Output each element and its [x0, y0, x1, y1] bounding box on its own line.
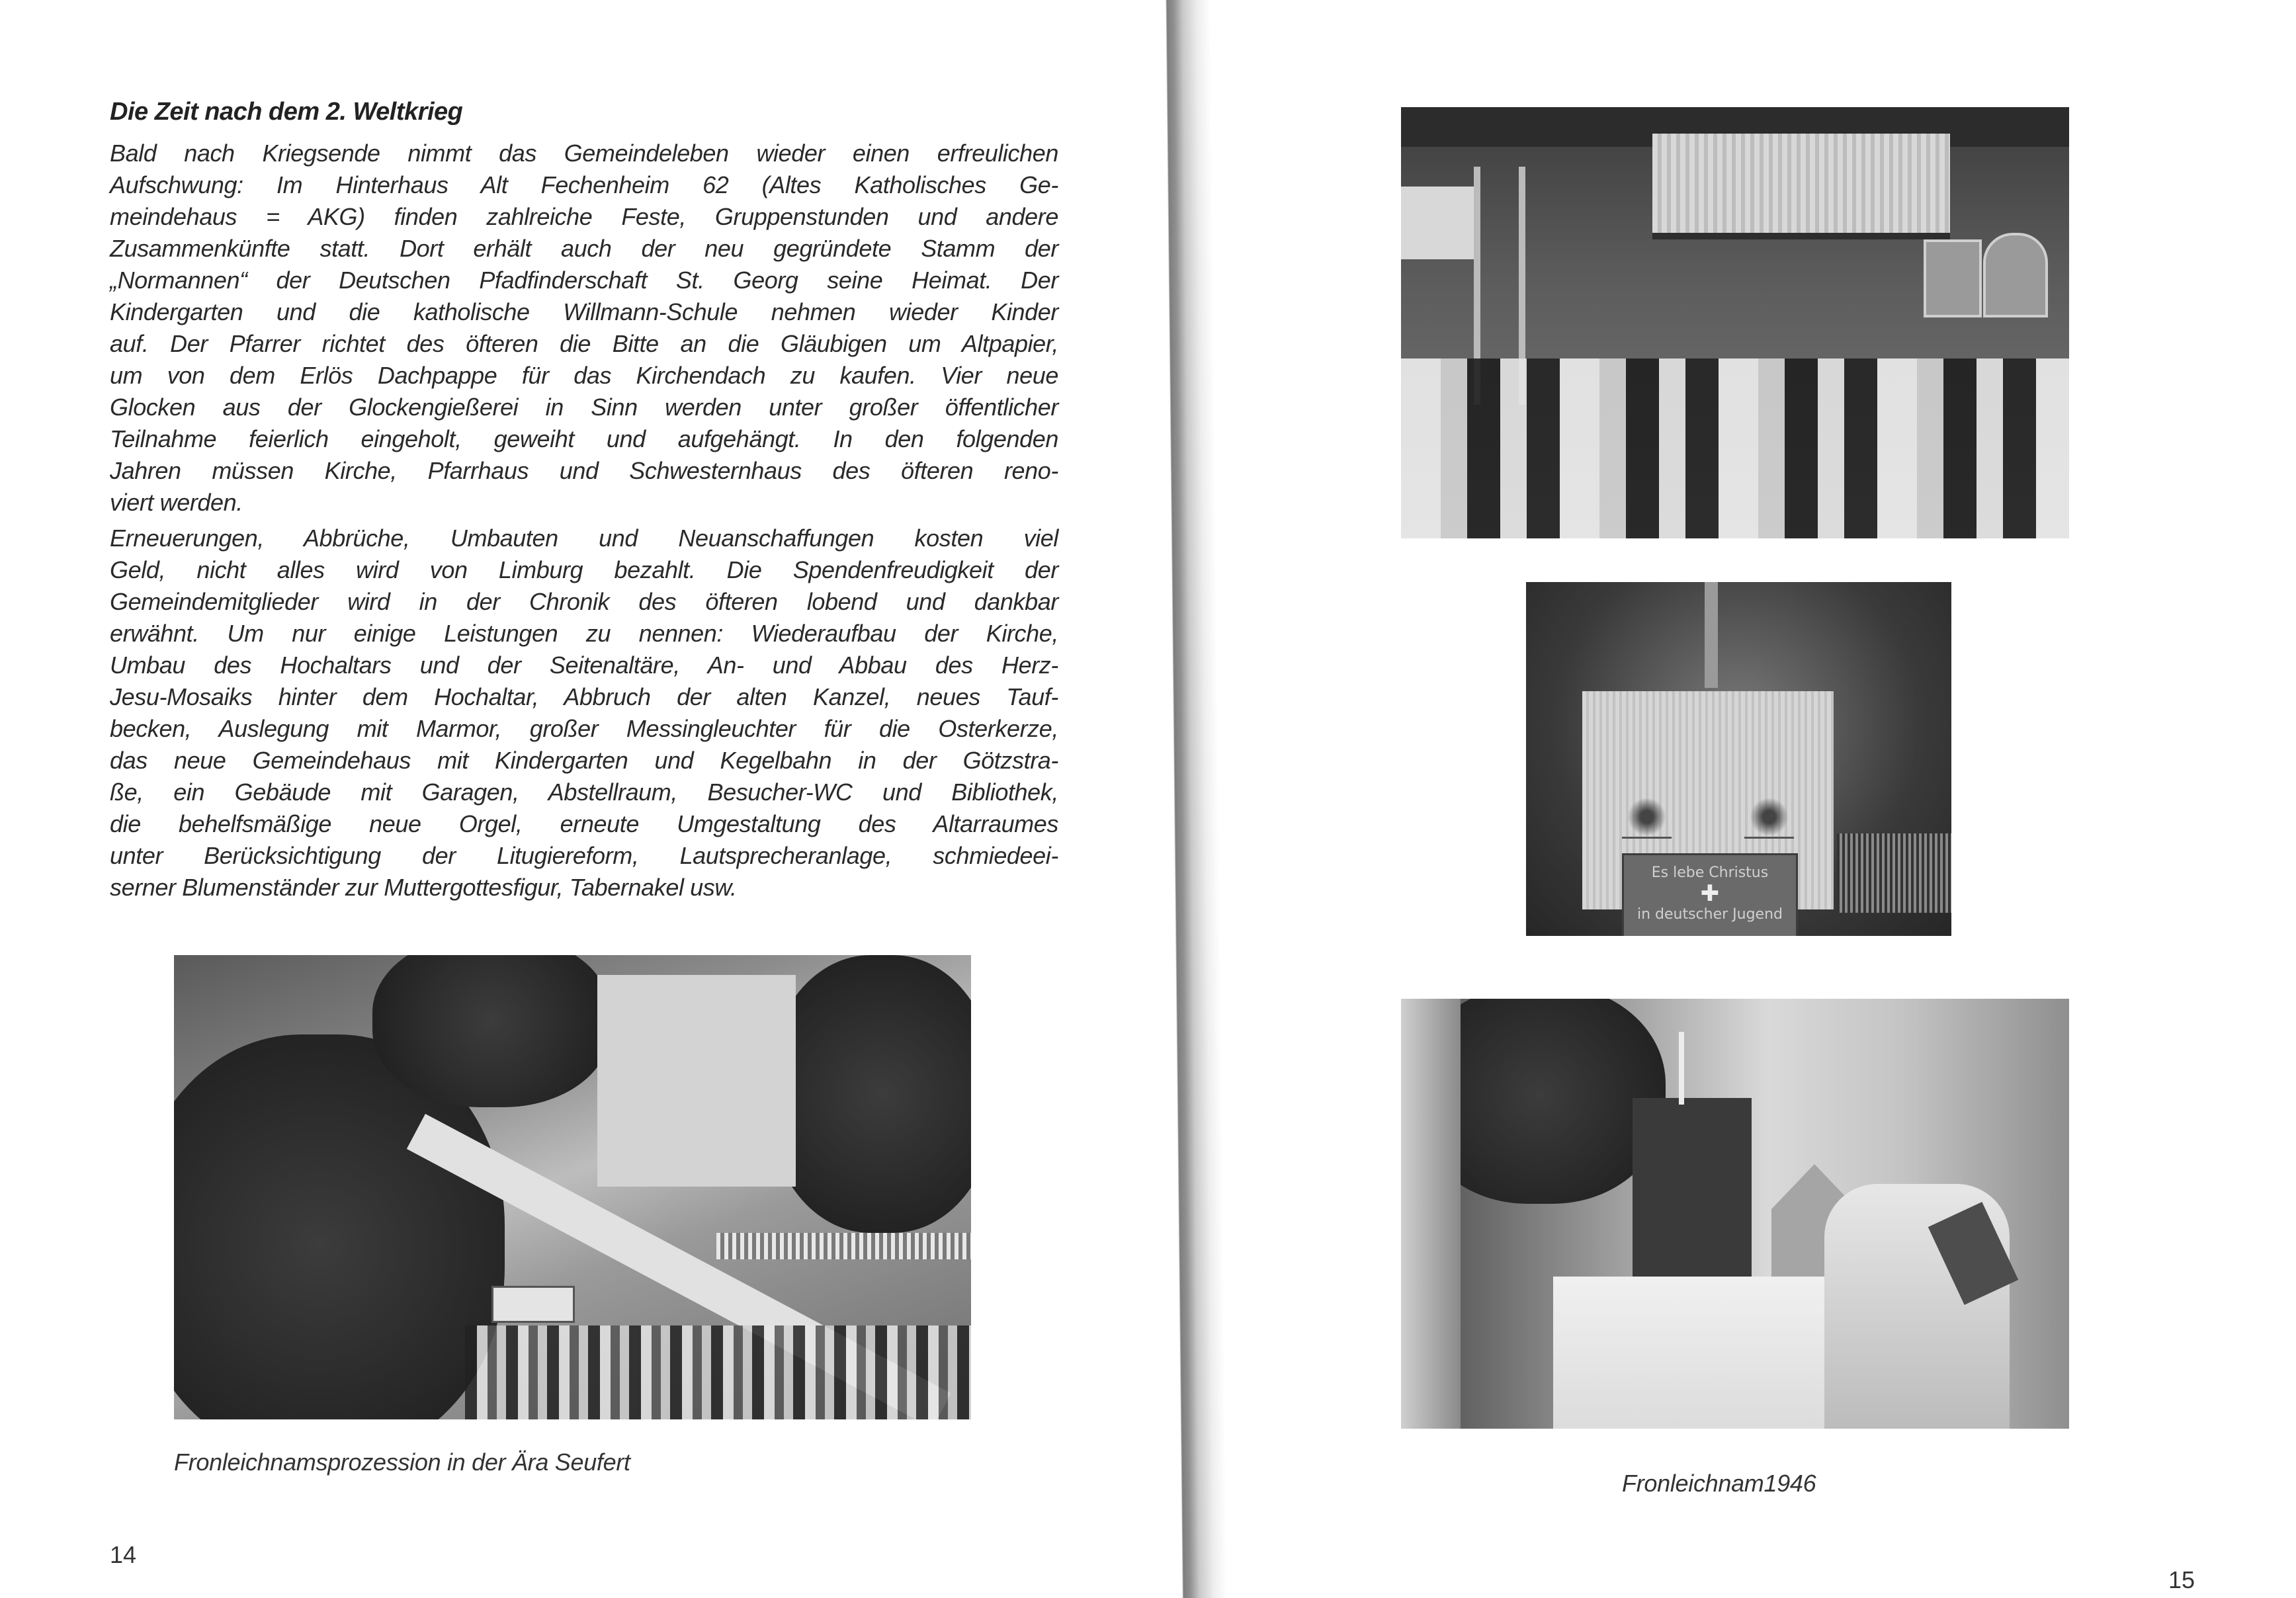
text-line: Umbau des Hochaltars und der Seitenaltäre, An- und Abbau des Herz-	[110, 652, 1058, 679]
page-number-right: 15	[2168, 1566, 2195, 1593]
cross-icon: ✚	[1700, 880, 1720, 907]
procession-crowd	[465, 1325, 971, 1419]
procession-participants	[1401, 358, 2069, 538]
tabernacle-shrine	[1633, 1098, 1752, 1296]
text-line: Kindergarten und die katholische Willmann-Schule nehmen wieder Kinder	[110, 298, 1058, 325]
text-line: Erneuerungen, Abbrüche, Umbauten und Neuanschaffungen kosten viel	[110, 525, 1058, 552]
photo-caption-left: Fronleichnamsprozession in der Ära Seufert	[174, 1449, 630, 1476]
candlesticks-left	[1622, 797, 1672, 839]
arched-window	[1983, 233, 2048, 317]
altar-sign-line1: Es lebe Christus	[1651, 864, 1769, 881]
text-line: Geld, nicht alles wird von Limburg bezahlt. Die Spendenfreudigkeit der	[110, 556, 1058, 583]
text-line: meindehaus = AKG) finden zahlreiche Feste, Gruppenstunden und andere	[110, 203, 1058, 230]
fence	[1837, 833, 1951, 913]
text-line: viert werden.	[110, 489, 243, 516]
tree-foliage	[372, 955, 611, 1107]
text-line: Glocken aus der Glockengießerei in Sinn werden unter großer öffentlicher	[110, 394, 1058, 421]
window-curtain	[1401, 187, 1474, 259]
paragraph-2	[110, 523, 1058, 904]
text-line: um von dem Erlös Dachpappe für das Kirchendach zu kaufen. Vier neue	[110, 362, 1058, 389]
text-line: becken, Auslegung mit Marmor, großer Messingleuchter für die Osterkerze,	[110, 715, 1058, 742]
text-line: unter Berücksichtigung der Litugiereform, Lautsprecheranlage, schmiedeei-	[110, 842, 1058, 869]
text-line: die behelfsmäßige neue Orgel, erneute Umgestaltung des Altarraumes	[110, 810, 1058, 837]
paragraph-1	[110, 138, 1058, 519]
garden-fence	[716, 1233, 971, 1259]
altar-table	[1553, 1277, 1824, 1429]
text-line: Aufschwung: Im Hinterhaus Alt Fechenheim 62 (Altes Katholisches Ge-	[110, 171, 1058, 198]
cross-icon	[1679, 1032, 1684, 1105]
text-line: „Normannen“ der Deutschen Pfadfinderschaft St. Georg seine Heimat. Der	[110, 267, 1058, 294]
procession-canopy	[491, 1286, 575, 1323]
procession-street-photo	[174, 955, 971, 1419]
photo-caption-right: Fronleichnam1946	[1622, 1470, 1816, 1497]
text-line: Gemeindemitglieder wird in der Chronik des öfteren lobend und dankbar	[110, 588, 1058, 615]
foreground-figure	[1401, 999, 1461, 1429]
outdoor-mass-photo	[1401, 999, 2069, 1429]
text-line: das neue Gemeindehaus mit Kindergarten und Kegelbahn in der Götzstra-	[110, 747, 1058, 774]
text-line: Teilnahme feierlich eingeholt, geweiht und aufgehängt. In den folgenden	[110, 425, 1058, 452]
building-window	[1924, 239, 1982, 317]
canopy-procession-photo	[1401, 107, 2069, 538]
tree-foliage	[769, 955, 971, 1233]
text-line: Bald nach Kriegsende nimmt das Gemeindeleben wieder einen erfreulichen	[110, 140, 1058, 167]
candlesticks-right	[1744, 797, 1794, 839]
text-line: Jahren müssen Kirche, Pfarrhaus und Schwesternhaus des öfteren reno-	[110, 457, 1058, 484]
page-number-left: 14	[110, 1541, 137, 1568]
altar-sign	[1622, 853, 1798, 936]
cross-pole	[1705, 582, 1718, 688]
altar-photo	[1526, 582, 1951, 936]
text-line: serner Blumenständer zur Muttergottesfigur, Tabernakel usw.	[110, 874, 737, 901]
text-line: ße, ein Gebäude mit Garagen, Abstellraum, Besucher-WC und Bibliothek,	[110, 778, 1058, 806]
section-heading: Die Zeit nach dem 2. Weltkrieg	[110, 98, 463, 126]
text-line: auf. Der Pfarrer richtet des öfteren die Bitte an die Gläubigen um Altpapier,	[110, 330, 1058, 357]
altar-sign-line2: in deutscher Jugend	[1637, 906, 1783, 923]
text-line: erwähnt. Um nur einige Leistungen zu nennen: Wiederaufbau der Kirche,	[110, 620, 1058, 647]
processional-canopy	[1652, 134, 1950, 239]
text-line: Jesu-Mosaiks hinter dem Hochaltar, Abbruch der alten Kanzel, neues Tauf-	[110, 683, 1058, 710]
text-line: Zusammenkünfte statt. Dort erhält auch der neu gegründete Stamm der	[110, 235, 1058, 262]
book-gutter	[1151, 0, 1227, 1598]
house-facade	[597, 975, 796, 1187]
